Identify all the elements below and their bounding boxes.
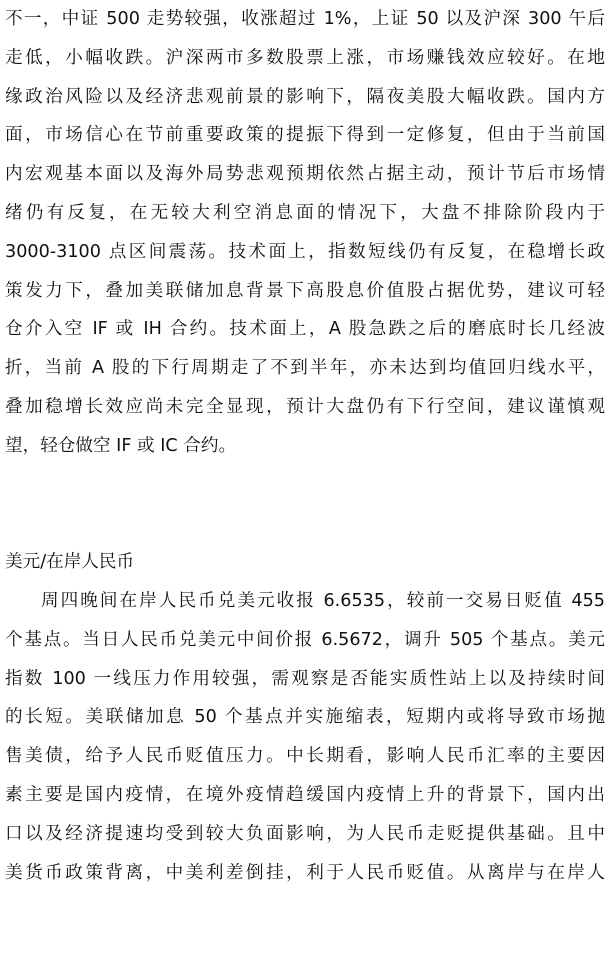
paragraph-line: 内宏观基本面以及海外局势悲观预期依然占据主动，预计节后市场情 [5,164,605,185]
paragraph-line: 仓介入空 IF 或 IH 合约。技术面上，A 股急跌之后的磨底时长几经波 [5,319,605,340]
paragraph-line: 指数 100 一线压力作用较强，需观察是否能实质性站上以及持续时间 [5,668,605,689]
paragraph-line: 不一，中证 500 走势较强，收涨超过 1%，上证 50 以及沪深 300 午后 [5,9,605,29]
paragraph-line: 折，当前 A 股的下行周期走了不到半年，亦未达到均值回归线水平， [5,358,605,379]
paragraph-line: 周四晚间在岸人民币兑美元收报 6.6535，较前一交易日贬值 455 [41,590,605,611]
paragraph-line: 素主要是国内疫情，在境外疫情趋缓国内疫情上升的背景下，国内出 [5,784,605,805]
paragraph-line: 3000-3100 点区间震荡。技术面上，指数短线仍有反复，在稳增长政 [5,241,605,262]
paragraph-line: 面，市场信心在节前重要政策的提振下得到一定修复，但由于当前国 [5,125,605,146]
paragraph-fx-outlook [5,582,605,892]
document-body [5,0,605,892]
blank-line [5,504,605,543]
paragraph-line: 缘政治风险以及经济悲观前景的影响下，隔夜美股大幅收跌。国内方 [5,86,605,107]
paragraph-line: 叠加稳增长效应尚未完全显现，预计大盘仍有下行空间，建议谨慎观 [5,396,605,417]
section-heading: 美元/在岸人民币 [5,552,135,573]
paragraph-line: 走低，小幅收跌。沪深两市多数股票上涨，市场赚钱效应较好。在地 [5,47,605,68]
paragraph-line: 望，轻仓做空 IF 或 IC 合约。 [5,435,237,456]
paragraph-line: 绪仍有反复，在无较大利空消息面的情况下，大盘不排除阶段内于 [5,202,605,223]
paragraph-line: 口以及经济提速均受到较大负面影响，为人民币走贬提供基础。且中 [5,823,605,844]
paragraph-line: 策发力下，叠加美联储加息背景下高股息价值股占据优势，建议可轻 [5,280,605,301]
paragraph-line: 个基点。当日人民币兑美元中间价报 6.5672，调升 505 个基点。美元 [5,629,605,650]
paragraph-equity-outlook [5,0,605,466]
paragraph-line: 售美债，给予人民币贬值压力。中长期看，影响人民币汇率的主要因 [5,746,605,767]
paragraph-line: 的长短。美联储加息 50 个基点并实施缩表，短期内或将导致市场抛 [5,707,605,728]
paragraph-line: 美货币政策背离，中美利差倒挂，利于人民币贬值。从离岸与在岸人 [5,862,605,883]
blank-line [5,466,605,505]
